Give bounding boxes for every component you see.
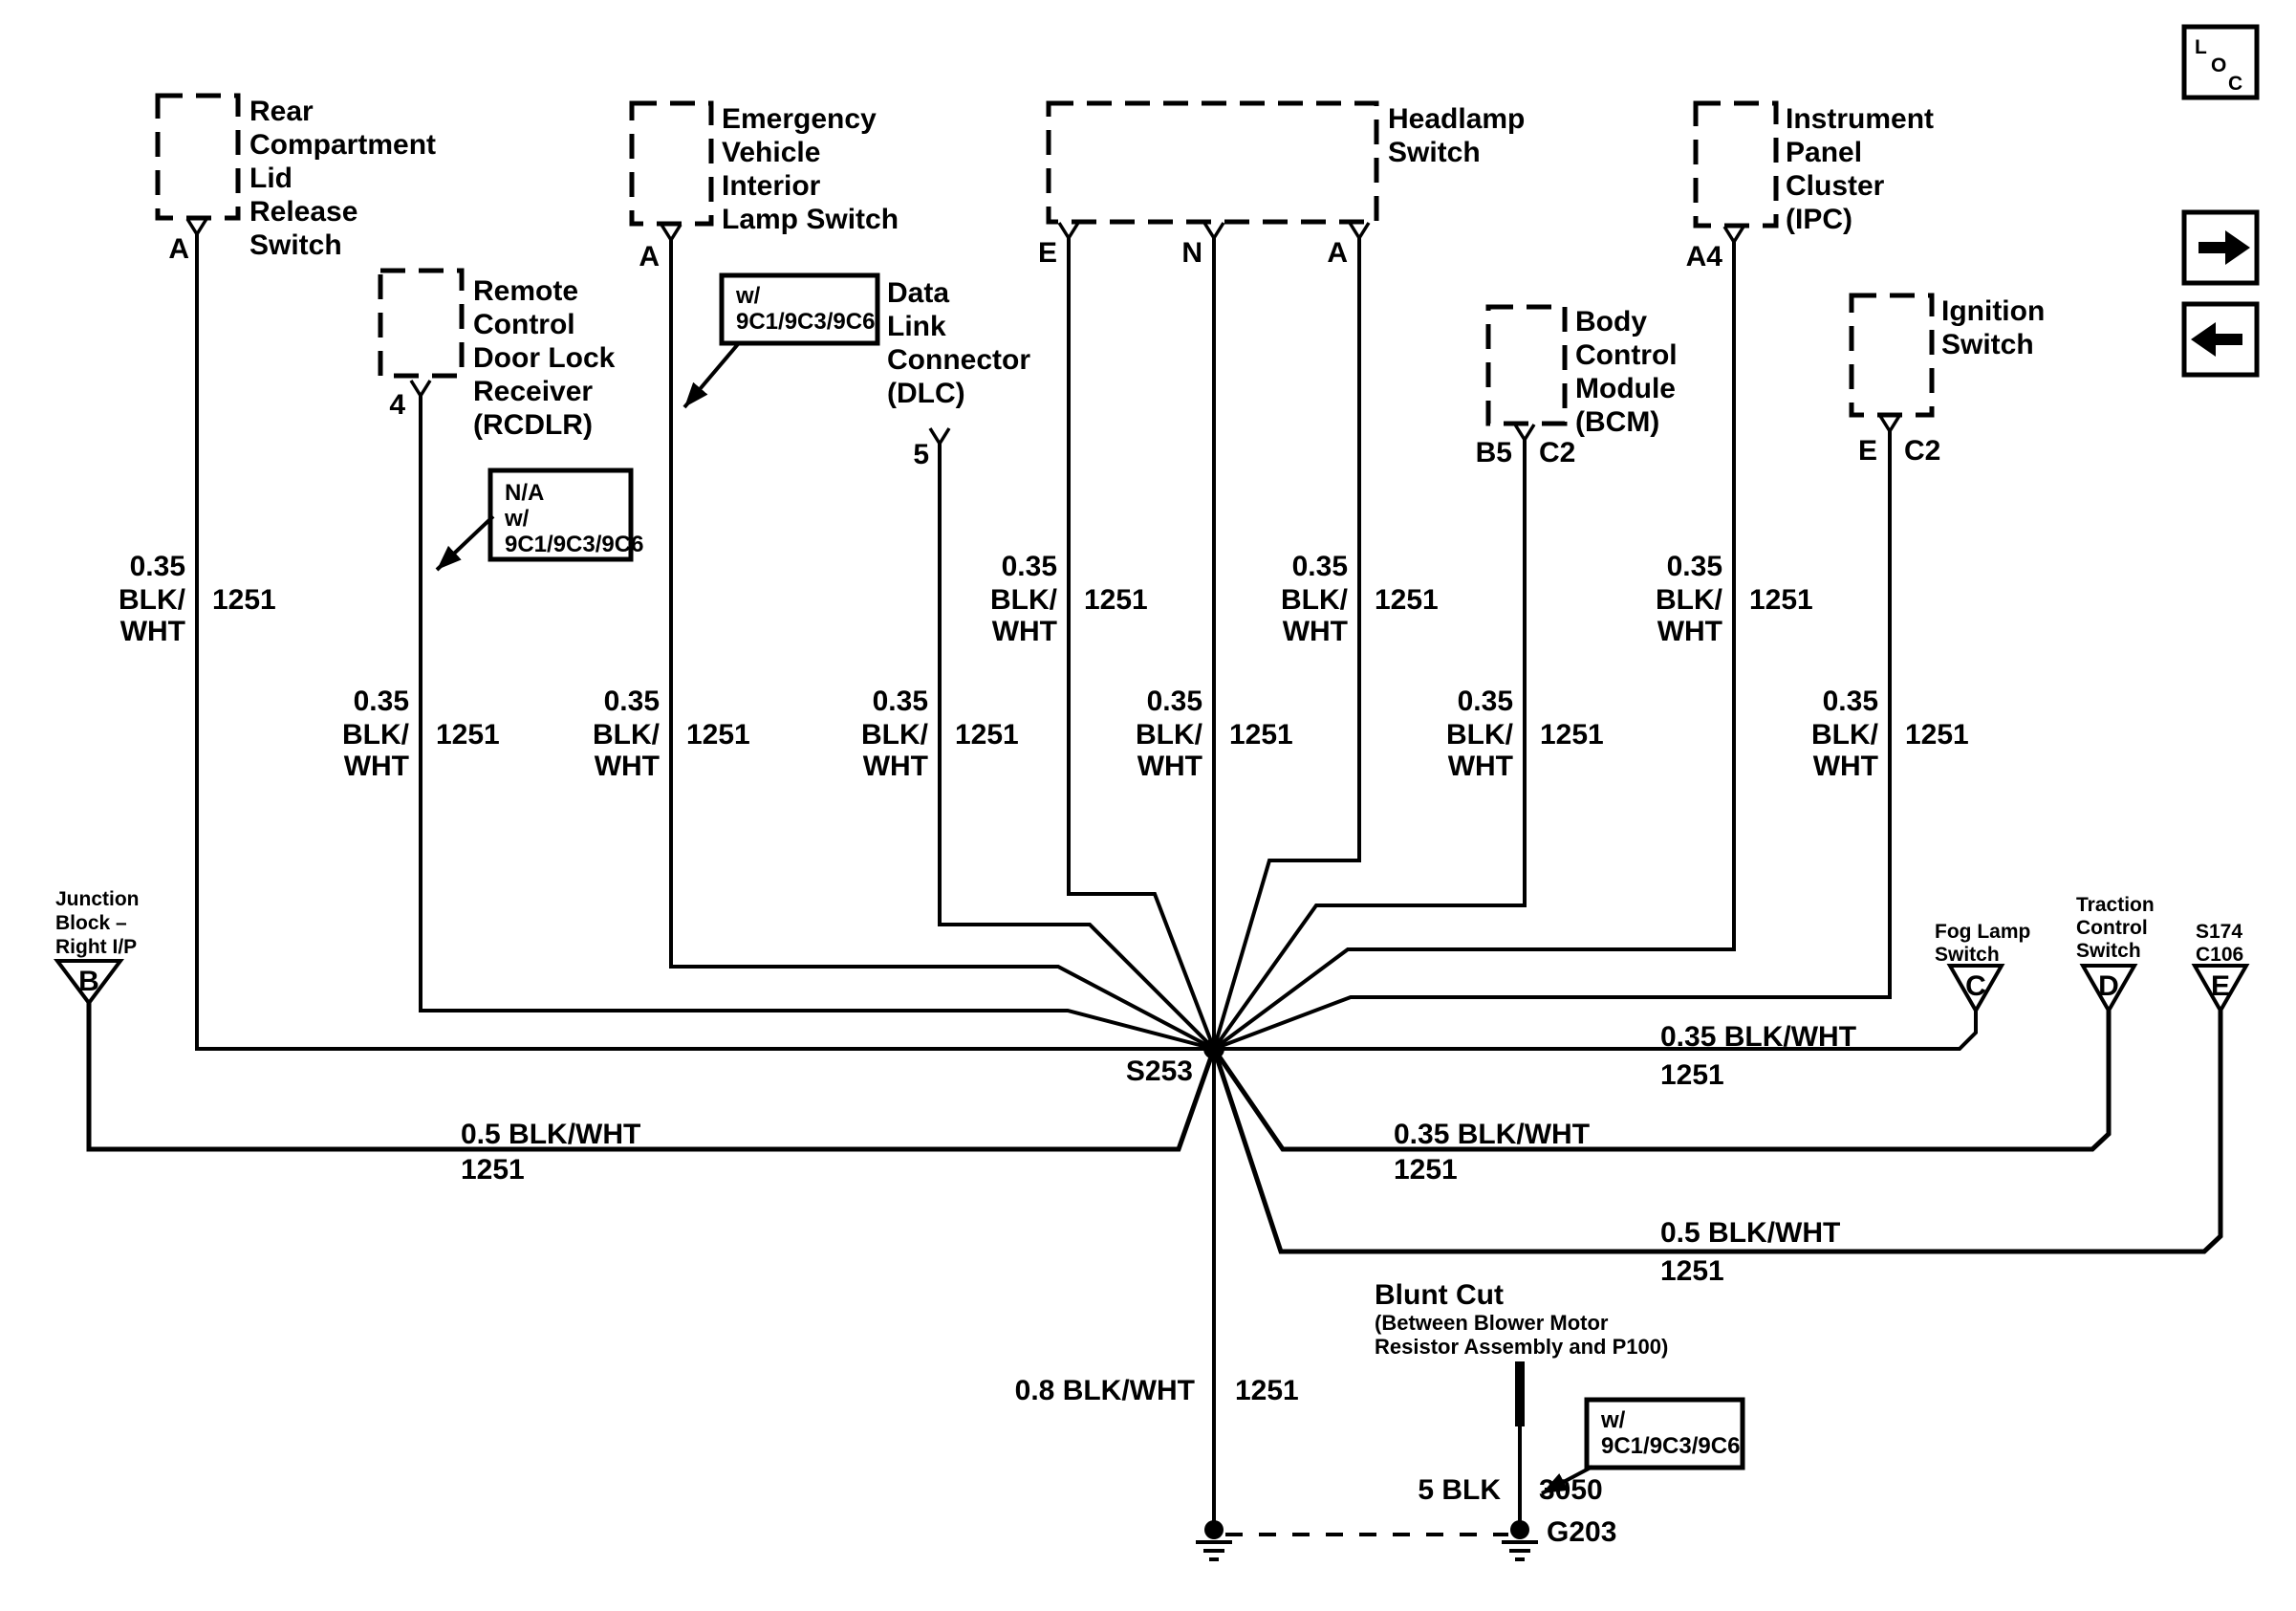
- svg-text:Cluster: Cluster: [1786, 170, 1885, 202]
- svg-text:0.35: 0.35: [1457, 686, 1513, 717]
- ground-symbol-right: [1502, 1542, 1538, 1559]
- svg-text:Interior: Interior: [722, 170, 821, 202]
- svg-text:1251: 1251: [1229, 719, 1293, 751]
- svg-text:Door Lock: Door Lock: [473, 342, 616, 374]
- bcm-label: [1575, 306, 1678, 438]
- svg-text:Release: Release: [249, 196, 358, 228]
- pin-label-dlc: 5: [913, 439, 929, 470]
- svg-text:WHT: WHT: [1657, 616, 1722, 647]
- connector-c-letter: C: [1965, 970, 1986, 1002]
- pin-symbol-ignition: [1880, 416, 1899, 431]
- dlc-label: [887, 277, 1030, 409]
- pin-label-bcm: B5: [1475, 437, 1512, 468]
- blunt-cut-stub: [1515, 1361, 1525, 1426]
- svg-text:1251: 1251: [1749, 584, 1813, 616]
- wires: [89, 233, 2220, 1535]
- svg-text:1251: 1251: [686, 719, 750, 751]
- na-note-arrow: [437, 516, 493, 570]
- rear-lid-switch-label: [249, 96, 436, 261]
- ground-dot-left: [1204, 1520, 1224, 1539]
- svg-text:Panel: Panel: [1786, 137, 1863, 168]
- bcm-box: [1488, 307, 1565, 424]
- svg-text:Instrument: Instrument: [1786, 103, 1935, 135]
- svg-text:Vehicle: Vehicle: [722, 137, 821, 168]
- svg-text:(Between Blower Motor: (Between Blower Motor: [1375, 1311, 1609, 1335]
- svg-text:BLK/: BLK/: [1656, 584, 1722, 616]
- pin-symbol-ipc: [1724, 227, 1744, 242]
- svg-text:0.8 BLK/WHT: 0.8 BLK/WHT: [1014, 1375, 1195, 1406]
- svg-text:5 BLK: 5 BLK: [1418, 1474, 1501, 1506]
- pin-label-headlamp-a: A: [1327, 237, 1348, 269]
- svg-text:O: O: [2211, 54, 2227, 76]
- pin-label-emergency: A: [639, 241, 660, 272]
- connector-label-bcm-c2: C2: [1539, 437, 1576, 468]
- svg-text:0.35: 0.35: [1822, 686, 1878, 717]
- svg-text:Switch: Switch: [249, 229, 342, 261]
- svg-text:Connector: Connector: [887, 344, 1030, 376]
- svg-text:BLK/: BLK/: [861, 719, 928, 751]
- svg-text:1251: 1251: [1394, 1154, 1458, 1186]
- svg-text:3050: 3050: [1539, 1474, 1603, 1506]
- svg-text:WHT: WHT: [862, 751, 928, 782]
- headlamp-switch-label: [1388, 103, 1525, 168]
- svg-text:1251: 1251: [461, 1154, 525, 1186]
- pin-label-rcdlr: 4: [389, 389, 405, 421]
- svg-text:w/: w/: [1601, 1407, 1626, 1433]
- svg-text:N/A: N/A: [505, 480, 545, 506]
- svg-text:1251: 1251: [436, 719, 500, 751]
- rear-lid-switch-box: [158, 96, 238, 218]
- svg-text:BLK/: BLK/: [1136, 719, 1202, 751]
- svg-text:9C1/9C3/9C6: 9C1/9C3/9C6: [1601, 1433, 1741, 1459]
- ipc-label: [1786, 103, 1934, 235]
- pin-label-headlamp-n: N: [1181, 237, 1202, 269]
- svg-text:WHT: WHT: [343, 751, 409, 782]
- pin-symbol-dlc: [930, 428, 949, 444]
- svg-text:0.35: 0.35: [872, 686, 928, 717]
- svg-text:1251: 1251: [1660, 1059, 1724, 1091]
- svg-text:Headlamp: Headlamp: [1388, 103, 1526, 135]
- svg-text:Control: Control: [473, 309, 575, 340]
- ground-symbol-left: [1196, 1542, 1232, 1559]
- ignition-switch-box: [1852, 295, 1932, 415]
- svg-text:Module: Module: [1575, 373, 1676, 404]
- svg-text:0.35: 0.35: [1001, 551, 1057, 582]
- run-label-fog-c: [1660, 1021, 1856, 1091]
- svg-text:(IPC): (IPC): [1786, 204, 1852, 235]
- pin-symbol-headlamp-e: [1059, 223, 1078, 238]
- svg-text:w/: w/: [505, 506, 530, 532]
- pin-label-rear-lid: A: [168, 233, 189, 265]
- svg-text:9C1/9C3/9C6: 9C1/9C3/9C6: [736, 309, 876, 335]
- pin-symbol-bcm: [1515, 425, 1534, 440]
- pin-label-headlamp-e: E: [1037, 237, 1057, 269]
- svg-text:1251: 1251: [1660, 1255, 1724, 1287]
- pin-symbol-headlamp-n: [1204, 223, 1224, 238]
- svg-text:BLK/: BLK/: [1446, 719, 1513, 751]
- svg-text:(RCDLR): (RCDLR): [473, 409, 593, 441]
- svg-text:(BCM): (BCM): [1575, 406, 1660, 438]
- svg-text:Data: Data: [887, 277, 950, 309]
- svg-text:1251: 1251: [1235, 1375, 1299, 1406]
- svg-text:Link: Link: [887, 311, 946, 342]
- emergency-lamp-switch-box: [632, 103, 711, 224]
- next-page-button[interactable]: [2184, 212, 2257, 283]
- svg-text:1251: 1251: [1375, 584, 1439, 616]
- svg-text:C106: C106: [2196, 944, 2244, 966]
- svg-text:0.35: 0.35: [1291, 551, 1348, 582]
- svg-text:0.5 BLK/WHT: 0.5 BLK/WHT: [1660, 1217, 1841, 1249]
- connector-e-letter: E: [2210, 970, 2231, 1002]
- rcdlr-label: [473, 275, 616, 441]
- svg-text:Resistor Assembly and P100): Resistor Assembly and P100): [1375, 1335, 1669, 1359]
- svg-text:BLK/: BLK/: [593, 719, 660, 751]
- run-label-junction-b: [461, 1119, 640, 1186]
- svg-text:0.35: 0.35: [129, 551, 185, 582]
- fog-lamp-switch-label: [1935, 921, 2030, 966]
- svg-text:BLK/: BLK/: [990, 584, 1057, 616]
- wire-junction-b-run: [89, 1003, 1214, 1149]
- traction-control-switch-label: [2076, 894, 2155, 962]
- pin-symbol-rcdlr: [411, 381, 430, 396]
- svg-text:(DLC): (DLC): [887, 378, 965, 409]
- emergency-lamp-switch-label: [722, 103, 899, 235]
- svg-text:0.35 BLK/WHT: 0.35 BLK/WHT: [1394, 1119, 1591, 1150]
- loc-icon: L: [2195, 36, 2207, 58]
- svg-text:0.35 BLK/WHT: 0.35 BLK/WHT: [1660, 1021, 1857, 1053]
- run-label-traction-d: [1394, 1119, 1590, 1186]
- splice-s253-dot: [1203, 1038, 1224, 1059]
- svg-text:0.35: 0.35: [1146, 686, 1202, 717]
- svg-text:Control: Control: [1575, 339, 1678, 371]
- svg-text:Remote: Remote: [473, 275, 579, 307]
- svg-text:S174: S174: [2196, 921, 2243, 943]
- svg-text:Switch: Switch: [1388, 137, 1481, 168]
- svg-text:Compartment: Compartment: [249, 129, 437, 161]
- pin-symbol-rear-lid: [187, 219, 206, 234]
- ground-dot-right: [1510, 1520, 1529, 1539]
- svg-text:WHT: WHT: [594, 751, 660, 782]
- svg-text:BLK/: BLK/: [1811, 719, 1878, 751]
- svg-text:BLK/: BLK/: [119, 584, 185, 616]
- rcdlr-box: [380, 271, 462, 376]
- svg-text:WHT: WHT: [1282, 616, 1348, 647]
- svg-text:WHT: WHT: [1447, 751, 1513, 782]
- pin-symbol-headlamp-a: [1350, 223, 1369, 238]
- pin-symbol-emergency: [661, 225, 681, 240]
- connector-b-letter: B: [78, 966, 99, 997]
- svg-text:Junction: Junction: [55, 888, 140, 910]
- svg-text:1251: 1251: [955, 719, 1019, 751]
- svg-text:1251: 1251: [212, 584, 276, 616]
- svg-text:0.35: 0.35: [603, 686, 660, 717]
- svg-text:Rear: Rear: [249, 96, 314, 127]
- svg-text:BLK/: BLK/: [1281, 584, 1348, 616]
- option-note-arrow-dlc: [684, 344, 738, 407]
- connector-d-letter: D: [2098, 970, 2119, 1002]
- svg-text:1251: 1251: [1905, 719, 1969, 751]
- svg-text:Switch: Switch: [1941, 329, 2034, 360]
- svg-text:Ignition: Ignition: [1941, 295, 2046, 327]
- loc-button[interactable]: [2184, 27, 2257, 98]
- svg-text:Body: Body: [1575, 306, 1647, 337]
- svg-text:C: C: [2228, 73, 2243, 95]
- run-label-ground: [1015, 1375, 1299, 1406]
- svg-text:Control: Control: [2076, 917, 2148, 939]
- svg-text:Block –: Block –: [55, 912, 127, 934]
- ignition-switch-label: [1941, 295, 2045, 360]
- svg-text:WHT: WHT: [1137, 751, 1202, 782]
- pin-label-ipc: A4: [1685, 241, 1722, 272]
- headlamp-switch-box: [1049, 103, 1376, 222]
- svg-text:WHT: WHT: [991, 616, 1057, 647]
- ipc-box: [1696, 103, 1776, 226]
- svg-text:1251: 1251: [1084, 584, 1148, 616]
- svg-text:Emergency: Emergency: [722, 103, 877, 135]
- svg-text:1251: 1251: [1540, 719, 1604, 751]
- svg-text:Lamp Switch: Lamp Switch: [722, 204, 899, 235]
- prev-page-button[interactable]: [2184, 304, 2257, 375]
- svg-text:Switch: Switch: [2076, 940, 2141, 962]
- svg-text:Switch: Switch: [1935, 944, 2000, 966]
- svg-text:Right I/P: Right I/P: [55, 936, 138, 958]
- svg-text:Fog Lamp: Fog Lamp: [1935, 921, 2031, 943]
- junction-block-label: [55, 888, 140, 958]
- svg-text:Blunt Cut: Blunt Cut: [1375, 1279, 1504, 1311]
- blunt-cut-label: [1375, 1279, 1668, 1359]
- ground-g203-label: G203: [1547, 1516, 1617, 1548]
- svg-text:w/: w/: [736, 283, 761, 309]
- svg-text:WHT: WHT: [119, 616, 185, 647]
- splice-s253-label: S253: [1125, 1056, 1193, 1087]
- svg-text:Traction: Traction: [2076, 894, 2155, 916]
- svg-text:0.5 BLK/WHT: 0.5 BLK/WHT: [461, 1119, 641, 1150]
- svg-text:9C1/9C3/9C6: 9C1/9C3/9C6: [505, 532, 644, 557]
- run-label-blunt: [1418, 1474, 1602, 1506]
- s174-c106-label: [2196, 921, 2243, 966]
- svg-text:Receiver: Receiver: [473, 376, 594, 407]
- connector-label-ignition-c2: C2: [1904, 435, 1941, 467]
- pin-label-ignition: E: [1857, 435, 1877, 467]
- svg-text:BLK/: BLK/: [342, 719, 409, 751]
- svg-text:Lid: Lid: [249, 163, 292, 194]
- svg-text:0.35: 0.35: [1666, 551, 1722, 582]
- svg-text:0.35: 0.35: [353, 686, 409, 717]
- svg-text:WHT: WHT: [1812, 751, 1878, 782]
